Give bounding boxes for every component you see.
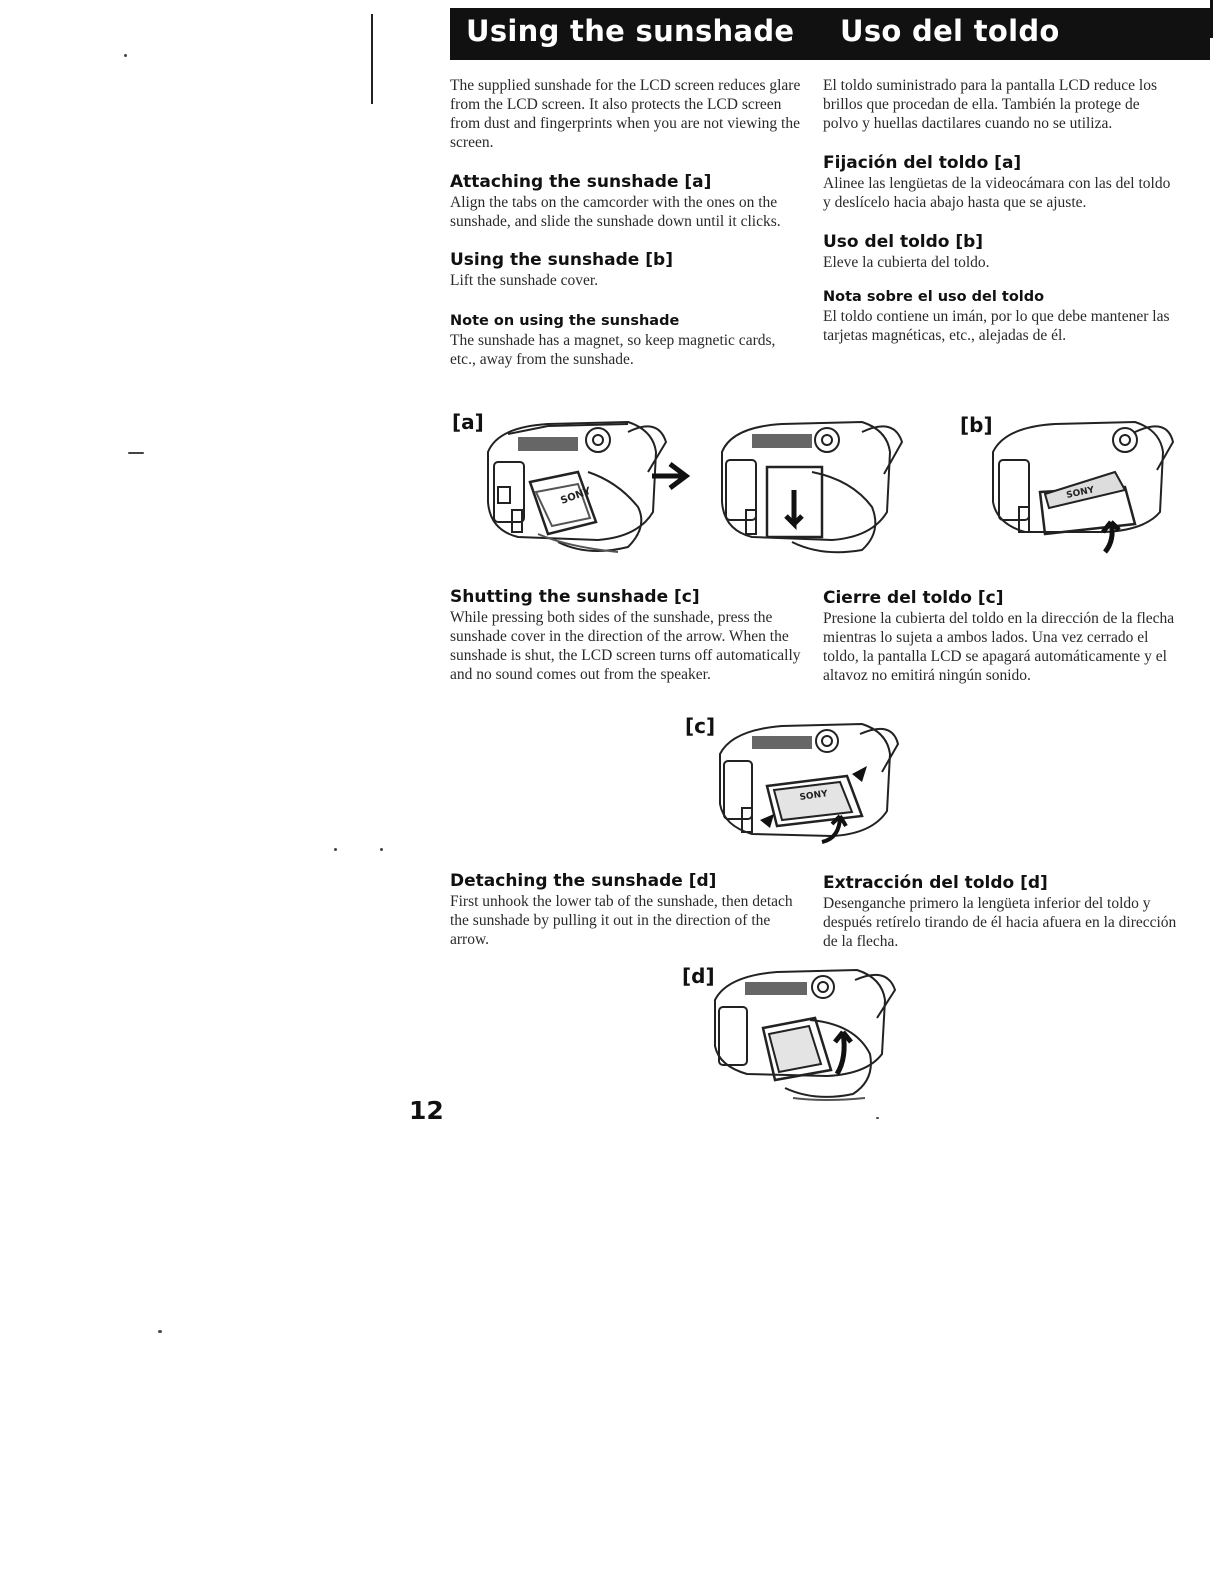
margin-rule <box>371 14 373 104</box>
title-english: Using the sunshade <box>466 14 795 48</box>
scan-speck <box>876 1117 879 1119</box>
english-shut-section <box>450 586 805 684</box>
spanish-shut-section <box>823 587 1178 685</box>
camcorder-illustration-b <box>985 412 1175 557</box>
note-text-en: The sunshade has a magnet, so keep magnetic cards, etc., away from the sunshade. <box>450 332 776 368</box>
english-top-column <box>450 76 805 369</box>
page-number: 12 <box>409 1096 444 1125</box>
using-heading-es: Uso del toldo [b] <box>823 232 984 252</box>
figure-label-b: [b] <box>960 413 993 437</box>
figure-label-c: [c] <box>685 714 716 738</box>
spanish-detach-section <box>823 872 1178 951</box>
sony-logo-a: SONY <box>559 485 593 507</box>
scan-speck <box>380 848 383 851</box>
camcorder-illustration-a-slide <box>712 412 912 557</box>
shut-text-es: Presione la cubierta del toldo en la dirección de la flecha mientras lo sujeta a ambos lados. Una vez cerrado el toldo, la pantalla LCD se apagará automáticamente y el altavoz no emitirá ningún sonido. <box>823 610 1175 684</box>
camcorder-illustration-c <box>712 716 902 846</box>
attach-heading-en: Attaching the sunshade [a] <box>450 172 712 192</box>
using-text-es: Eleve la cubierta del toldo. <box>823 254 990 271</box>
right-arrow-icon <box>648 460 692 492</box>
shut-text-en: While pressing both sides of the sunshade, press the sunshade cover in the direction of the arrow. When the sunshade is shut, the LCD screen turns off automatically and no sound comes out from the speaker. <box>450 609 801 683</box>
scan-speck <box>128 452 144 454</box>
intro-es: El toldo suministrado para la pantalla LCD reduce los brillos que procedan de ella. También la protege de polvo y huellas dactilares cuando no se utiliza. <box>823 77 1158 132</box>
scan-speck <box>124 54 127 57</box>
camcorder-illustration-d <box>705 962 905 1102</box>
using-heading-en: Using the sunshade [b] <box>450 250 673 270</box>
shut-heading-en: Shutting the sunshade [c] <box>450 587 700 607</box>
attach-text-es: Alinee las lengüetas de la videocámara con las del toldo y deslícelo hacia abajo hasta que se ajuste. <box>823 175 1171 211</box>
note-heading-es: Nota sobre el uso del toldo <box>823 289 1045 305</box>
sony-logo-c: SONY <box>799 789 829 803</box>
detach-heading-es: Extracción del toldo [d] <box>823 873 1048 893</box>
detach-text-en: First unhook the lower tab of the sunshade, then detach the sunshade by pulling it out in the direction of the arrow. <box>450 893 793 948</box>
figure-label-d: [d] <box>682 964 715 988</box>
title-bar <box>450 8 1210 60</box>
note-text-es: El toldo contiene un imán, por lo que debe mantener las tarjetas magnéticas, etc., alejadas de él. <box>823 308 1170 344</box>
page-edge-rule <box>1210 0 1213 38</box>
scan-speck <box>334 848 337 851</box>
intro-en: The supplied sunshade for the LCD screen reduces glare from the LCD screen. It also protects the LCD screen from dust and fingerprints when you are not viewing the screen. <box>450 77 801 151</box>
shut-heading-es: Cierre del toldo [c] <box>823 588 1004 608</box>
title-spanish: Uso del toldo <box>840 14 1060 48</box>
english-detach-section <box>450 870 805 949</box>
scan-speck <box>158 1330 162 1333</box>
attach-text-en: Align the tabs on the camcorder with the ones on the sunshade, and slide the sunshade down until it clicks. <box>450 194 781 230</box>
using-text-en: Lift the sunshade cover. <box>450 272 599 289</box>
figure-label-a: [a] <box>452 410 484 434</box>
sony-logo-b: SONY <box>1065 485 1096 501</box>
attach-heading-es: Fijación del toldo [a] <box>823 153 1022 173</box>
detach-text-es: Desenganche primero la lengüeta inferior del toldo y después retírelo tirando de él hacia afuera en la dirección de la flecha. <box>823 895 1177 950</box>
detach-heading-en: Detaching the sunshade [d] <box>450 871 717 891</box>
note-heading-en: Note on using the sunshade <box>450 313 680 329</box>
spanish-top-column <box>823 76 1178 345</box>
